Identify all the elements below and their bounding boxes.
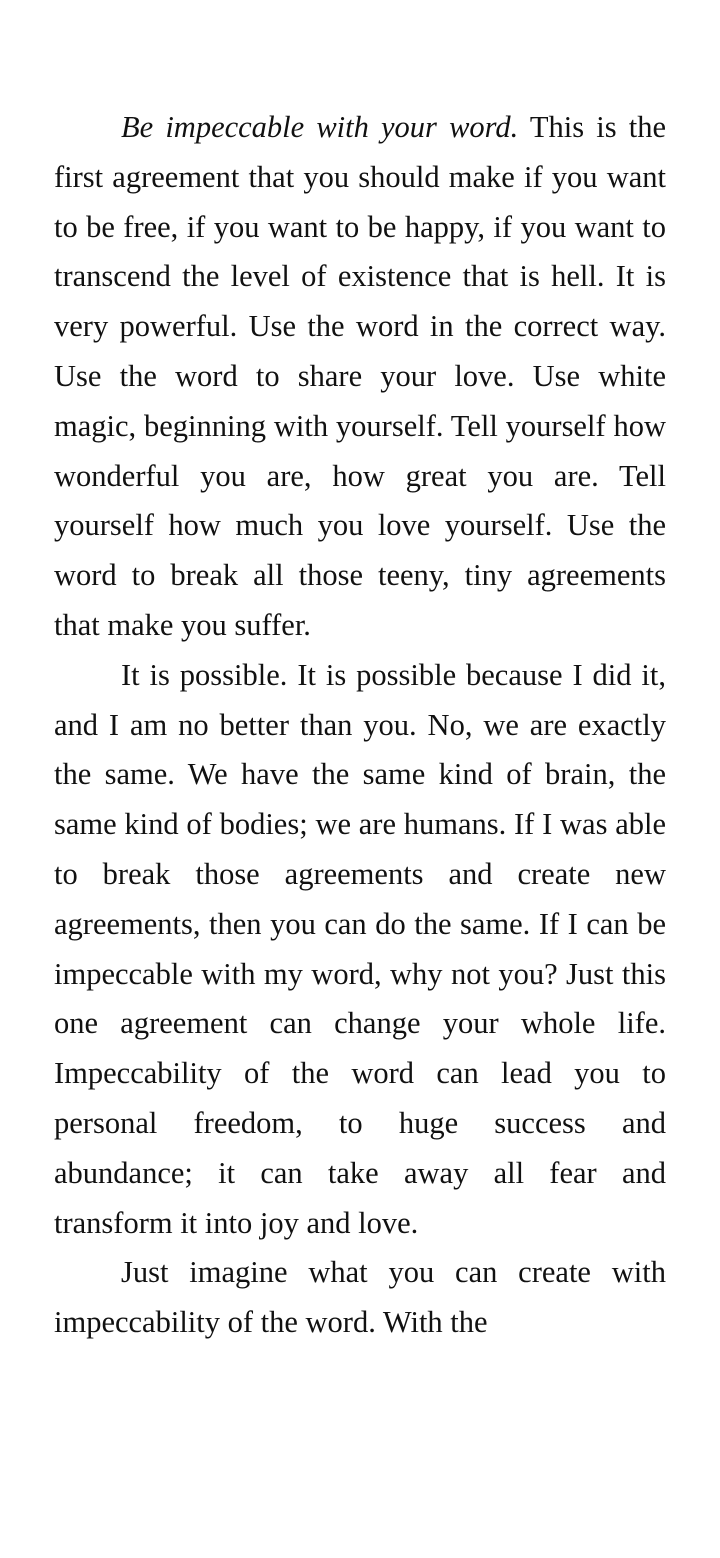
paragraph-2 [54, 651, 666, 1249]
paragraph-2-text: It is possible. It is possible because I did it, and I am no better than you. No, we are exactly the same. We have the same kind of brain, the same kind of bodies; we are humans. If I was able to break those agreements and create new agreements, then you can do the same. If I can be impeccable with my word, why not you? Just this one agreement can change your whole life. Impeccability of the word can lead you to personal freedom, to huge success and abundance; it can take away all fear and transform it into joy and love. [54, 657, 666, 1240]
ebook-page [54, 103, 666, 1348]
paragraph-3-text: Just imagine what you can create with impeccability of the word. With the [54, 1255, 666, 1340]
paragraph-3 [54, 1248, 666, 1348]
paragraph-1-text: This is the first agreement that you should make if you want to be free, if you want to be happy, if you want to transcend the level of existence that is hell. It is very powerful. Use the word in the correct way. Use the word to share your love. Use white magic, beginning with yourself. Tell yourself how wonderful you are, how great you are. Tell yourself how much you love yourself. Use the word to break all those teeny, tiny agreements that make you suffer. [54, 110, 666, 642]
paragraph-1-italic-lead: Be impeccable with your word. [121, 110, 519, 144]
paragraph-1 [54, 103, 666, 651]
